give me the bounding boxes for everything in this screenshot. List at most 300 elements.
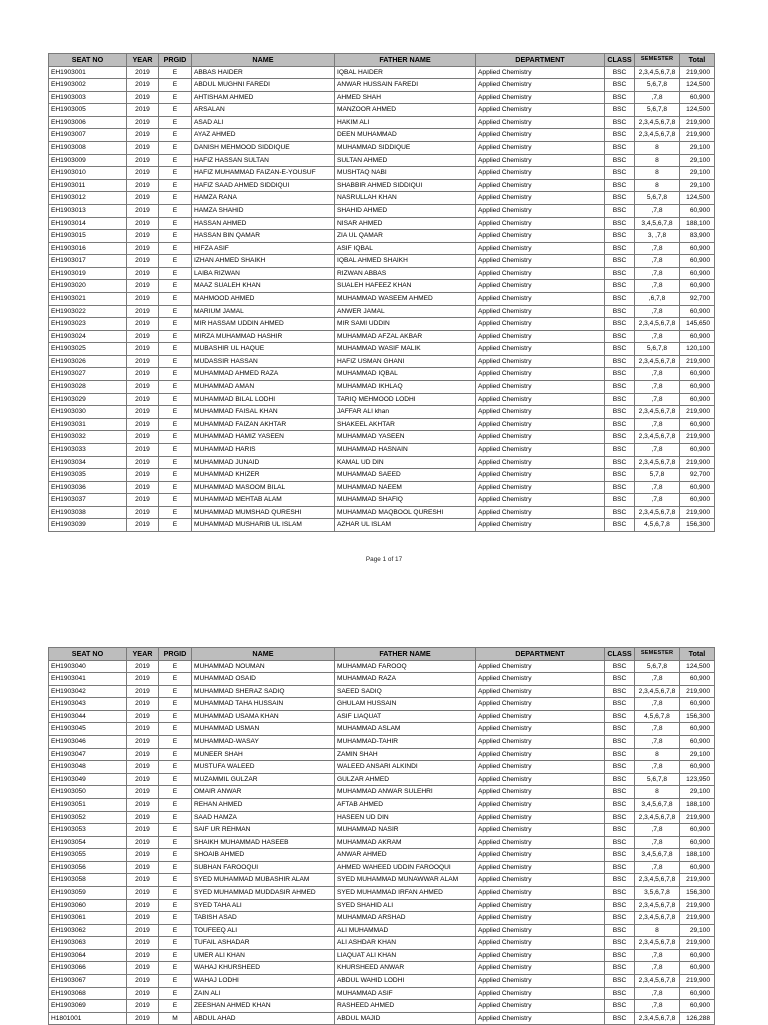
table-row xyxy=(49,406,715,419)
cell-father-name: HAFIZ USMAN GHANI xyxy=(335,355,476,368)
table-row xyxy=(49,773,715,786)
cell-semester: ,7,8 xyxy=(635,962,680,975)
cell-prgid: E xyxy=(159,91,192,104)
cell-department: Applied Chemistry xyxy=(476,773,605,786)
cell-department: Applied Chemistry xyxy=(476,949,605,962)
cell-total: 29,100 xyxy=(680,154,715,167)
cell-semester: 3, ,7,8 xyxy=(635,230,680,243)
cell-father-name: AHMED WAHEED UDDIN FAROOQUI xyxy=(335,861,476,874)
cell-total: 29,100 xyxy=(680,142,715,155)
cell-department: Applied Chemistry xyxy=(476,318,605,331)
cell-year: 2019 xyxy=(127,343,159,356)
cell-prgid: E xyxy=(159,104,192,117)
cell-total: 219,900 xyxy=(680,975,715,988)
cell-name: SAIF UR REHMAN xyxy=(192,824,335,837)
cell-name: MUHAMMAD HAMIZ YASEEN xyxy=(192,431,335,444)
cell-department: Applied Chemistry xyxy=(476,748,605,761)
cell-prgid: E xyxy=(159,874,192,887)
cell-prgid: E xyxy=(159,255,192,268)
cell-prgid: E xyxy=(159,949,192,962)
cell-department: Applied Chemistry xyxy=(476,431,605,444)
cell-prgid: E xyxy=(159,267,192,280)
cell-semester: ,7,8 xyxy=(635,330,680,343)
cell-seat-no: EH1903037 xyxy=(49,494,127,507)
cell-seat-no: EH1903010 xyxy=(49,167,127,180)
cell-total: 188,100 xyxy=(680,217,715,230)
cell-total: 219,900 xyxy=(680,431,715,444)
cell-seat-no: EH1903044 xyxy=(49,710,127,723)
table-row xyxy=(49,949,715,962)
cell-total: 29,100 xyxy=(680,167,715,180)
cell-name: AHTISHAM AHMED xyxy=(192,91,335,104)
cell-total: 92,700 xyxy=(680,469,715,482)
cell-total: 60,900 xyxy=(680,1000,715,1013)
cell-total: 60,900 xyxy=(680,91,715,104)
table-row xyxy=(49,443,715,456)
cell-name: MUHAMMAD FAISAL KHAN xyxy=(192,406,335,419)
cell-prgid: E xyxy=(159,1000,192,1013)
cell-seat-no: EH1903039 xyxy=(49,519,127,532)
cell-total: 60,900 xyxy=(680,242,715,255)
cell-name: HASSAN AHMED xyxy=(192,217,335,230)
table-row xyxy=(49,481,715,494)
table-row xyxy=(49,267,715,280)
cell-year: 2019 xyxy=(127,406,159,419)
cell-total: 120,100 xyxy=(680,343,715,356)
cell-year: 2019 xyxy=(127,773,159,786)
cell-class: BSC xyxy=(605,230,635,243)
cell-semester: 2,3,4,5,6,7,8 xyxy=(635,66,680,79)
cell-prgid: E xyxy=(159,736,192,749)
table-row xyxy=(49,962,715,975)
cell-department: Applied Chemistry xyxy=(476,469,605,482)
cell-father-name: SHAHID AHMED xyxy=(335,204,476,217)
cell-class: BSC xyxy=(605,660,635,673)
table-row xyxy=(49,418,715,431)
cell-name: MUHAMMAD USAMA KHAN xyxy=(192,710,335,723)
cell-prgid: E xyxy=(159,217,192,230)
cell-year: 2019 xyxy=(127,786,159,799)
page-number: Page 1 of 17 xyxy=(365,556,403,563)
cell-total: 83,900 xyxy=(680,230,715,243)
cell-seat-no: EH1903017 xyxy=(49,255,127,268)
cell-total: 60,900 xyxy=(680,267,715,280)
cell-prgid: E xyxy=(159,987,192,1000)
cell-total: 219,900 xyxy=(680,506,715,519)
cell-name: SYED MUHAMMAD MUBASHIR ALAM xyxy=(192,874,335,887)
cell-year: 2019 xyxy=(127,66,159,79)
cell-department: Applied Chemistry xyxy=(476,91,605,104)
cell-name: SYED TAHA ALI xyxy=(192,899,335,912)
cell-prgid: E xyxy=(159,849,192,862)
cell-prgid: E xyxy=(159,393,192,406)
table-row xyxy=(49,456,715,469)
cell-father-name: RASHEED AHMED xyxy=(335,1000,476,1013)
cell-seat-no: EH1903006 xyxy=(49,116,127,129)
cell-year: 2019 xyxy=(127,723,159,736)
cell-department: Applied Chemistry xyxy=(476,204,605,217)
cell-total: 60,900 xyxy=(680,393,715,406)
cell-department: Applied Chemistry xyxy=(476,975,605,988)
cell-department: Applied Chemistry xyxy=(476,924,605,937)
cell-name: MUHAMMAD HARIS xyxy=(192,443,335,456)
table-row xyxy=(49,217,715,230)
cell-name: MARIUM JAMAL xyxy=(192,305,335,318)
cell-department: Applied Chemistry xyxy=(476,761,605,774)
header-class: CLASS xyxy=(605,54,635,67)
cell-prgid: E xyxy=(159,899,192,912)
cell-father-name: RIZWAN ABBAS xyxy=(335,267,476,280)
cell-total: 60,900 xyxy=(680,761,715,774)
cell-year: 2019 xyxy=(127,431,159,444)
cell-semester: 2,3,4,5,6,7,8 xyxy=(635,811,680,824)
cell-total: 60,900 xyxy=(680,987,715,1000)
cell-department: Applied Chemistry xyxy=(476,912,605,925)
cell-seat-no: EH1903014 xyxy=(49,217,127,230)
cell-name: MUHAMMAD AHMED RAZA xyxy=(192,368,335,381)
cell-class: BSC xyxy=(605,874,635,887)
cell-seat-no: EH1903048 xyxy=(49,761,127,774)
cell-class: BSC xyxy=(605,494,635,507)
cell-class: BSC xyxy=(605,418,635,431)
cell-name: TABISH ASAD xyxy=(192,912,335,925)
cell-prgid: E xyxy=(159,318,192,331)
cell-total: 60,900 xyxy=(680,330,715,343)
table-row xyxy=(49,748,715,761)
results-table-page-2 xyxy=(48,647,714,1025)
cell-prgid: E xyxy=(159,710,192,723)
cell-year: 2019 xyxy=(127,469,159,482)
cell-father-name: ALI MUHAMMAD xyxy=(335,924,476,937)
cell-class: BSC xyxy=(605,167,635,180)
cell-name: MIR HASSAM UDDIN AHMED xyxy=(192,318,335,331)
cell-class: BSC xyxy=(605,786,635,799)
cell-total: 60,900 xyxy=(680,418,715,431)
cell-seat-no: EH1903026 xyxy=(49,355,127,368)
cell-father-name: MUHAMMAD YASEEN xyxy=(335,431,476,444)
cell-class: BSC xyxy=(605,506,635,519)
cell-semester: ,7,8 xyxy=(635,204,680,217)
cell-seat-no: EH1903062 xyxy=(49,924,127,937)
cell-year: 2019 xyxy=(127,481,159,494)
cell-semester: 8 xyxy=(635,142,680,155)
cell-class: BSC xyxy=(605,912,635,925)
cell-prgid: E xyxy=(159,343,192,356)
cell-name: MUHAMMAD MASOOM BILAL xyxy=(192,481,335,494)
cell-father-name: AHMED SHAH xyxy=(335,91,476,104)
cell-father-name: ANWAR AHMED xyxy=(335,849,476,862)
cell-class: BSC xyxy=(605,773,635,786)
cell-class: BSC xyxy=(605,849,635,862)
header-department: DEPARTMENT xyxy=(476,648,605,661)
table-row xyxy=(49,494,715,507)
cell-year: 2019 xyxy=(127,318,159,331)
cell-year: 2019 xyxy=(127,836,159,849)
cell-father-name: MUHAMMAD ARSHAD xyxy=(335,912,476,925)
cell-name: MIRZA MUHAMMAD HASHIR xyxy=(192,330,335,343)
cell-father-name: SUALEH HAFEEZ KHAN xyxy=(335,280,476,293)
cell-semester: ,7,8 xyxy=(635,393,680,406)
cell-department: Applied Chemistry xyxy=(476,104,605,117)
cell-seat-no: EH1903002 xyxy=(49,79,127,92)
cell-total: 60,900 xyxy=(680,723,715,736)
cell-semester: 2,3,4,5,6,7,8 xyxy=(635,129,680,142)
cell-seat-no: EH1903046 xyxy=(49,736,127,749)
cell-father-name: MUHAMMAD SIDDIQUE xyxy=(335,142,476,155)
cell-semester: 2,3,4,5,6,7,8 xyxy=(635,685,680,698)
cell-total: 60,900 xyxy=(680,481,715,494)
cell-class: BSC xyxy=(605,443,635,456)
cell-father-name: MUHAMMAD ASIF xyxy=(335,987,476,1000)
cell-seat-no: EH1903043 xyxy=(49,698,127,711)
cell-total: 60,900 xyxy=(680,698,715,711)
table-row xyxy=(49,343,715,356)
table-row xyxy=(49,660,715,673)
cell-department: Applied Chemistry xyxy=(476,786,605,799)
table-row xyxy=(49,142,715,155)
cell-total: 219,900 xyxy=(680,406,715,419)
cell-father-name: MUHAMMAD HASNAIN xyxy=(335,443,476,456)
cell-prgid: E xyxy=(159,406,192,419)
cell-year: 2019 xyxy=(127,761,159,774)
cell-name: ZEESHAN AHMED KHAN xyxy=(192,1000,335,1013)
cell-year: 2019 xyxy=(127,305,159,318)
table-row xyxy=(49,685,715,698)
cell-prgid: E xyxy=(159,167,192,180)
cell-semester: ,7,8 xyxy=(635,443,680,456)
cell-name: ASAD ALI xyxy=(192,116,335,129)
cell-seat-no: EH1903061 xyxy=(49,912,127,925)
cell-year: 2019 xyxy=(127,811,159,824)
cell-year: 2019 xyxy=(127,255,159,268)
cell-total: 219,900 xyxy=(680,811,715,824)
cell-seat-no: EH1903053 xyxy=(49,824,127,837)
cell-seat-no: EH1903051 xyxy=(49,798,127,811)
table-row xyxy=(49,673,715,686)
cell-father-name: SYED MUHAMMAD MUNAWWAR ALAM xyxy=(335,874,476,887)
cell-year: 2019 xyxy=(127,736,159,749)
cell-prgid: M xyxy=(159,1012,192,1025)
cell-department: Applied Chemistry xyxy=(476,443,605,456)
cell-class: BSC xyxy=(605,142,635,155)
cell-year: 2019 xyxy=(127,849,159,862)
cell-name: HAMZA RANA xyxy=(192,192,335,205)
cell-year: 2019 xyxy=(127,381,159,394)
table-row xyxy=(49,129,715,142)
cell-class: BSC xyxy=(605,393,635,406)
cell-seat-no: EH1903022 xyxy=(49,305,127,318)
cell-class: BSC xyxy=(605,456,635,469)
cell-prgid: E xyxy=(159,861,192,874)
cell-class: BSC xyxy=(605,811,635,824)
cell-father-name: DEEN MUHAMMAD xyxy=(335,129,476,142)
cell-year: 2019 xyxy=(127,217,159,230)
cell-seat-no: EH1903063 xyxy=(49,937,127,950)
table-row xyxy=(49,255,715,268)
cell-prgid: E xyxy=(159,924,192,937)
cell-father-name: LIAQUAT ALI KHAN xyxy=(335,949,476,962)
cell-name: UMER ALI KHAN xyxy=(192,949,335,962)
table-row xyxy=(49,710,715,723)
cell-total: 124,500 xyxy=(680,192,715,205)
cell-class: BSC xyxy=(605,798,635,811)
cell-father-name: HAKIM ALI xyxy=(335,116,476,129)
cell-total: 60,900 xyxy=(680,381,715,394)
cell-year: 2019 xyxy=(127,230,159,243)
cell-father-name: HASEEN UD DIN xyxy=(335,811,476,824)
cell-total: 156,300 xyxy=(680,710,715,723)
cell-total: 219,900 xyxy=(680,874,715,887)
cell-father-name: ABDUL MAJID xyxy=(335,1012,476,1025)
cell-father-name: MUHAMMAD AFZAL AKBAR xyxy=(335,330,476,343)
cell-name: REHAN AHMED xyxy=(192,798,335,811)
table-row xyxy=(49,393,715,406)
cell-name: ARSALAN xyxy=(192,104,335,117)
cell-class: BSC xyxy=(605,975,635,988)
cell-year: 2019 xyxy=(127,673,159,686)
cell-prgid: E xyxy=(159,456,192,469)
cell-class: BSC xyxy=(605,673,635,686)
cell-seat-no: EH1903015 xyxy=(49,230,127,243)
table-header-row xyxy=(49,54,715,67)
cell-seat-no: H1801001 xyxy=(49,1012,127,1025)
cell-father-name: MUHAMMAD SHAFIQ xyxy=(335,494,476,507)
cell-prgid: E xyxy=(159,129,192,142)
cell-seat-no: EH1903016 xyxy=(49,242,127,255)
cell-seat-no: EH1903011 xyxy=(49,179,127,192)
cell-father-name: ALI ASHDAR KHAN xyxy=(335,937,476,950)
cell-total: 145,650 xyxy=(680,318,715,331)
table-row xyxy=(49,506,715,519)
cell-year: 2019 xyxy=(127,494,159,507)
cell-total: 124,500 xyxy=(680,660,715,673)
cell-department: Applied Chemistry xyxy=(476,368,605,381)
cell-prgid: E xyxy=(159,116,192,129)
cell-name: HAFIZ SAAD AHMED SIDDIQUI xyxy=(192,179,335,192)
cell-department: Applied Chemistry xyxy=(476,393,605,406)
header-father-name: FATHER NAME xyxy=(335,648,476,661)
table-row xyxy=(49,698,715,711)
cell-name: WAHAJ LODHI xyxy=(192,975,335,988)
cell-total: 219,900 xyxy=(680,456,715,469)
cell-department: Applied Chemistry xyxy=(476,305,605,318)
cell-total: 29,100 xyxy=(680,748,715,761)
table-row xyxy=(49,355,715,368)
cell-department: Applied Chemistry xyxy=(476,861,605,874)
cell-semester: 5,7,8 xyxy=(635,469,680,482)
results-table xyxy=(48,647,715,1025)
cell-class: BSC xyxy=(605,748,635,761)
cell-year: 2019 xyxy=(127,280,159,293)
cell-year: 2019 xyxy=(127,116,159,129)
cell-total: 188,100 xyxy=(680,798,715,811)
cell-department: Applied Chemistry xyxy=(476,887,605,900)
table-row xyxy=(49,368,715,381)
cell-semester: 5,6,7,8 xyxy=(635,773,680,786)
cell-total: 60,900 xyxy=(680,494,715,507)
cell-year: 2019 xyxy=(127,710,159,723)
table-row xyxy=(49,912,715,925)
cell-name: MUHAMMAD TAHA HUSSAIN xyxy=(192,698,335,711)
table-row xyxy=(49,874,715,887)
cell-father-name: MUHAMMAD NAEEM xyxy=(335,481,476,494)
cell-semester: 5,6,7,8 xyxy=(635,343,680,356)
cell-semester: ,7,8 xyxy=(635,761,680,774)
cell-semester: ,7,8 xyxy=(635,267,680,280)
cell-prgid: E xyxy=(159,204,192,217)
cell-name: MUHAMMAD SHERAZ SADIQ xyxy=(192,685,335,698)
table-row xyxy=(49,519,715,532)
cell-class: BSC xyxy=(605,481,635,494)
cell-seat-no: EH1903059 xyxy=(49,887,127,900)
cell-name: HIFZA ASIF xyxy=(192,242,335,255)
cell-semester: ,6,7,8 xyxy=(635,293,680,306)
cell-prgid: E xyxy=(159,179,192,192)
cell-father-name: SYED MUHAMMAD IRFAN AHMED xyxy=(335,887,476,900)
cell-department: Applied Chemistry xyxy=(476,79,605,92)
cell-father-name: AZHAR UL ISLAM xyxy=(335,519,476,532)
table-row xyxy=(49,167,715,180)
cell-department: Applied Chemistry xyxy=(476,987,605,1000)
table-row xyxy=(49,469,715,482)
cell-name: ABBAS HAIDER xyxy=(192,66,335,79)
cell-seat-no: EH1903013 xyxy=(49,204,127,217)
cell-semester: ,7,8 xyxy=(635,836,680,849)
cell-year: 2019 xyxy=(127,1012,159,1025)
cell-name: MAAZ SUALEH KHAN xyxy=(192,280,335,293)
cell-prgid: E xyxy=(159,506,192,519)
cell-year: 2019 xyxy=(127,456,159,469)
cell-father-name: MUHAMMAD AKRAM xyxy=(335,836,476,849)
cell-class: BSC xyxy=(605,710,635,723)
table-row xyxy=(49,431,715,444)
cell-prgid: E xyxy=(159,836,192,849)
cell-year: 2019 xyxy=(127,154,159,167)
cell-name: SHOAIB AHMED xyxy=(192,849,335,862)
cell-department: Applied Chemistry xyxy=(476,710,605,723)
results-table-page-1 xyxy=(48,53,714,532)
cell-class: BSC xyxy=(605,519,635,532)
cell-prgid: E xyxy=(159,79,192,92)
cell-department: Applied Chemistry xyxy=(476,116,605,129)
cell-name: MUBASHIR UL HAQUE xyxy=(192,343,335,356)
cell-class: BSC xyxy=(605,937,635,950)
header-seat-no: SEAT NO xyxy=(49,54,127,67)
cell-father-name: JAFFAR ALI khan xyxy=(335,406,476,419)
table-body xyxy=(49,66,715,531)
cell-total: 219,900 xyxy=(680,912,715,925)
cell-seat-no: EH1903054 xyxy=(49,836,127,849)
cell-name: MUHAMMAD BILAL LODHI xyxy=(192,393,335,406)
cell-father-name: ASIF IQBAL xyxy=(335,242,476,255)
cell-department: Applied Chemistry xyxy=(476,494,605,507)
cell-seat-no: EH1903068 xyxy=(49,987,127,1000)
cell-semester: ,7,8 xyxy=(635,949,680,962)
cell-class: BSC xyxy=(605,66,635,79)
table-row xyxy=(49,192,715,205)
cell-total: 219,900 xyxy=(680,66,715,79)
cell-seat-no: EH1903041 xyxy=(49,673,127,686)
cell-class: BSC xyxy=(605,343,635,356)
table-row xyxy=(49,761,715,774)
cell-class: BSC xyxy=(605,255,635,268)
cell-prgid: E xyxy=(159,685,192,698)
cell-class: BSC xyxy=(605,368,635,381)
cell-year: 2019 xyxy=(127,937,159,950)
cell-father-name: MUHAMMAD FAROOQ xyxy=(335,660,476,673)
cell-name: OMAIR ANWAR xyxy=(192,786,335,799)
cell-total: 60,900 xyxy=(680,949,715,962)
